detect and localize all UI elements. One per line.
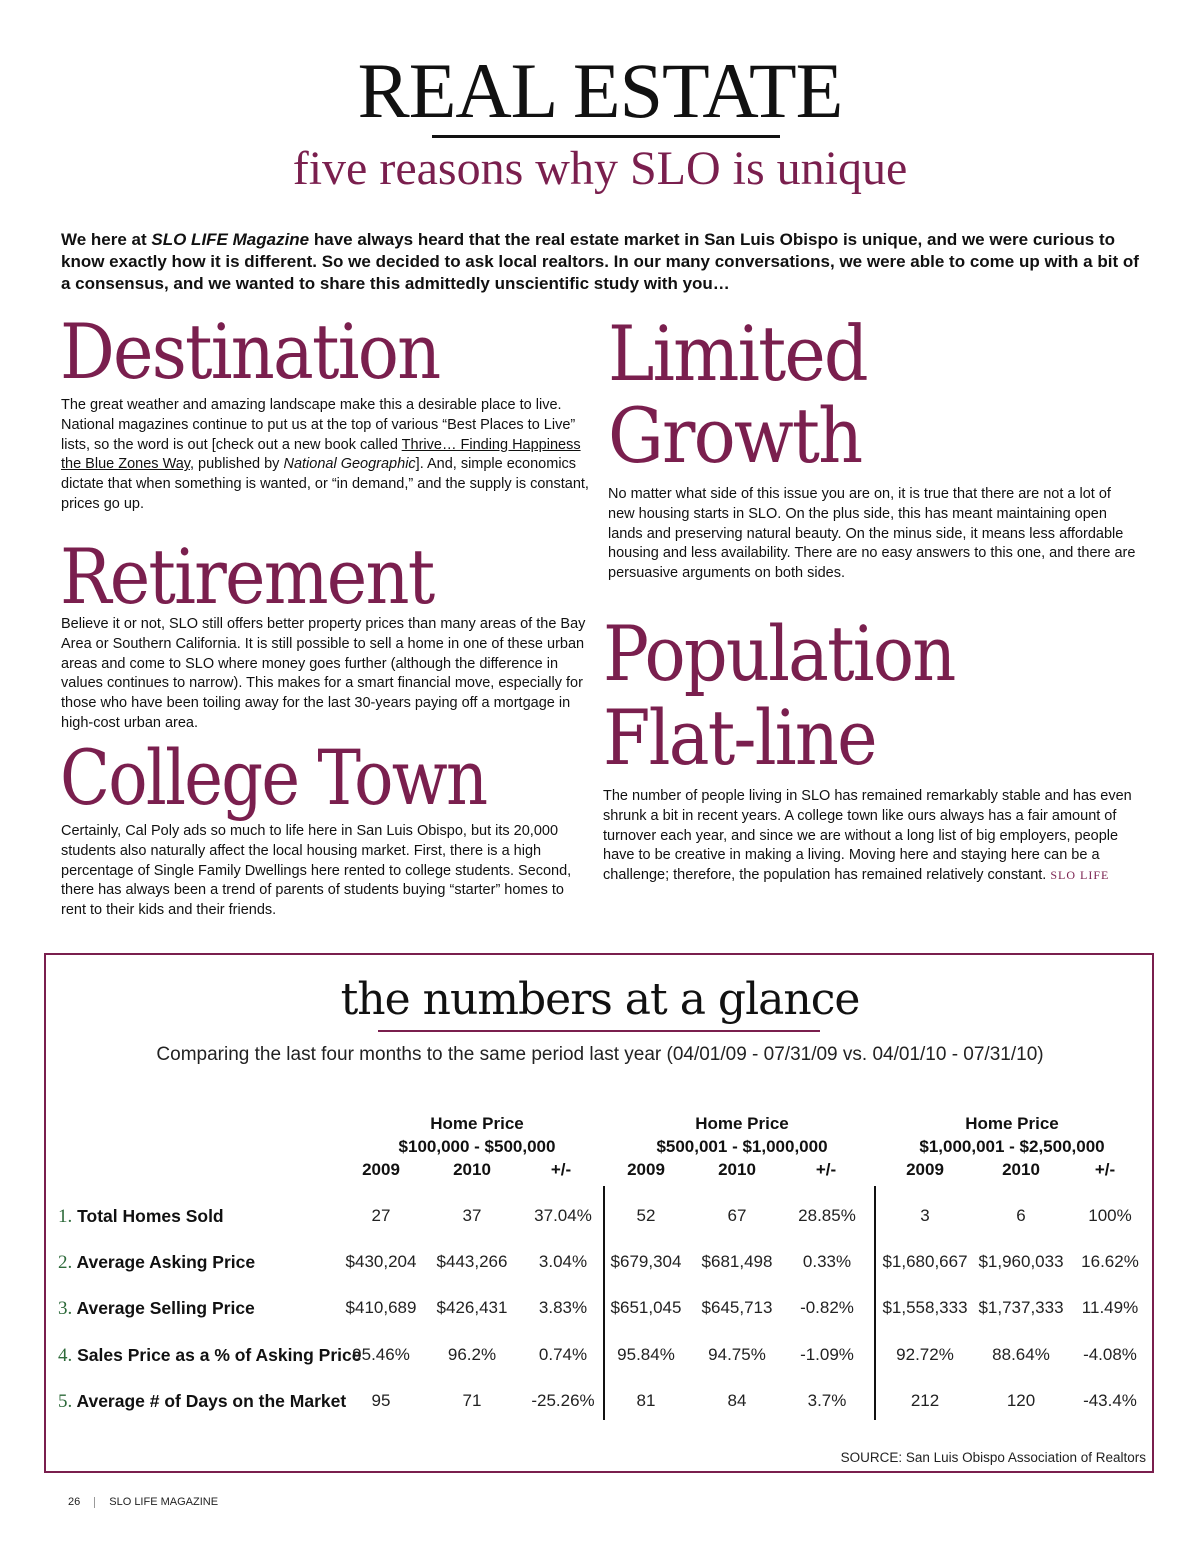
body-population [603, 787, 1133, 886]
table-cell: -4.08% [1083, 1345, 1137, 1364]
heading-population-line2: Flat-line [603, 693, 876, 782]
year-header: 2009 [906, 1160, 944, 1179]
body-destination [61, 396, 591, 515]
table-cell: $1,960,033 [978, 1252, 1064, 1271]
intro-paragraph [61, 229, 1141, 295]
footer-divider [94, 1497, 95, 1508]
group-range: $1,000,001 - $2,500,000 [919, 1137, 1105, 1156]
intro-pre: We here at [61, 230, 152, 249]
row-number: 5. [58, 1391, 73, 1412]
body-college-town: Certainly, Cal Poly ads so much to life here in San Luis Obispo, but its 20,000 students also naturally affect the local housing market. First, there is a high percentage of Single Family Dwellings here rented to college students. Second, there has always been a trend of parents of students buying “starter” homes to rent to their kids and their friends. [61, 823, 572, 919]
table-cell: 67 [727, 1206, 747, 1225]
group-header-low [357, 1112, 597, 1158]
row-label-sales-price-percent [58, 1345, 361, 1367]
row-label-average-asking-price [58, 1252, 255, 1274]
row-label-text: Average Asking Price [76, 1252, 256, 1272]
body-limited-growth: No matter what side of this issue you are on, it is true that there are not a lot of new housing starts in SLO. On the plus side, this has meant maintaining open lands and preserving natural beauty. On the minus side, it means less affordable housing and less availability. There are no easy answers to this one, and there are persuasive arguments on both sides. [608, 486, 1136, 582]
table-cell: 28.85% [798, 1206, 856, 1225]
table-cell: -25.26% [531, 1391, 595, 1410]
body-retirement: Believe it or not, SLO still offers better property prices than many areas of the Bay Area or Southern California. It is still possible to sell a home in one of these urban areas and come to SLO where money goes further (although the difference in values continues to narrow). This makes for a smart financial move, especially for those who have been toiling away for the last 30-years paying off a mortgage in high-cost urban area. [61, 616, 586, 731]
table-cell: 0.74% [538, 1345, 588, 1364]
table-cell: 6 [1016, 1206, 1026, 1225]
table-cell: $430,204 [345, 1252, 417, 1271]
numbers-title: the numbers at a glance [340, 974, 860, 1025]
table-cell: 84 [727, 1391, 747, 1410]
change-header: +/- [1094, 1160, 1116, 1179]
row-number: 1. [58, 1206, 73, 1227]
heading-limited-growth-line2: Growth [608, 391, 862, 480]
numbers-title-rule [378, 1030, 820, 1032]
table-cell: $1,737,333 [978, 1298, 1064, 1317]
page-subtitle: five reasons why SLO is unique [292, 142, 908, 195]
destination-book-title: Thrive… Finding Happiness the Blue Zones Way [61, 436, 581, 473]
table-cell: $651,045 [610, 1298, 682, 1317]
table-cell: 11.49% [1081, 1298, 1139, 1317]
row-label-text: Sales Price as a % of Asking Price [77, 1345, 362, 1365]
table-cell: $410,689 [345, 1298, 417, 1317]
table-cell: 3 [920, 1206, 930, 1225]
destination-publisher: National Geographic [283, 456, 416, 473]
population-text: The number of people living in SLO has remained remarkably stable and has even shrunk a bit in recent years. A college town like ours always has a fair amount of turnover each year, and since we are without a long list of big employers, people have to be creative in making a living. Moving here and staying here can be a challenge; therefore, the population has remained relatively constant. [603, 788, 1132, 884]
change-header: +/- [550, 1160, 572, 1179]
year-header: 2010 [718, 1160, 756, 1179]
year-header: 2009 [362, 1160, 400, 1179]
group-range: $100,000 - $500,000 [398, 1137, 556, 1156]
group-header-high [892, 1112, 1132, 1158]
table-cell: 37.04% [534, 1206, 592, 1225]
table-cell: 27 [371, 1206, 391, 1225]
destination-text-1: The great weather and amazing landscape make this a desirable place to live. National magazines continue to put us at the top of various “Best Places to Live” lists, so the word is out [check out a new book called [61, 397, 576, 453]
row-label-total-homes-sold [58, 1206, 224, 1228]
footer-magazine: SLO LIFE MAGAZINE [109, 1496, 219, 1508]
table-cell: 16.62% [1081, 1252, 1139, 1271]
table-cell: 100% [1088, 1206, 1132, 1225]
group-range: $500,001 - $1,000,000 [656, 1137, 828, 1156]
title-rule [432, 135, 780, 138]
change-header: +/- [815, 1160, 837, 1179]
column-divider [874, 1186, 876, 1420]
row-number: 3. [58, 1298, 73, 1319]
table-cell: 0.33% [802, 1252, 852, 1271]
page-number: 26 [68, 1496, 81, 1508]
numbers-subtitle: Comparing the last four months to the same period last year (04/01/09 - 07/31/09 vs. 04/01/10 - 07/31/10) [156, 1044, 1044, 1065]
table-cell: $679,304 [610, 1252, 682, 1271]
table-cell: $681,498 [701, 1252, 773, 1271]
heading-retirement: Retirement [60, 532, 434, 621]
row-label-text: Total Homes Sold [77, 1206, 224, 1226]
table-cell: $1,558,333 [882, 1298, 968, 1317]
table-cell: 94.75% [708, 1345, 766, 1364]
group-label: Home Price [965, 1114, 1059, 1133]
table-cell: 212 [910, 1391, 940, 1410]
table-cell: 37 [462, 1206, 482, 1225]
row-number: 4. [58, 1345, 73, 1366]
destination-text-2: , published by [189, 456, 284, 473]
year-header: 2010 [453, 1160, 491, 1179]
table-cell: $426,431 [436, 1298, 508, 1317]
table-cell: 95.84% [617, 1345, 675, 1364]
table-cell: $443,266 [436, 1252, 508, 1271]
table-cell: 95 [371, 1391, 391, 1410]
heading-population-line1: Population [603, 609, 955, 698]
row-label-text: Average # of Days on the Market [76, 1391, 347, 1411]
table-cell: $1,680,667 [882, 1252, 968, 1271]
table-cell: 96.2% [447, 1345, 497, 1364]
slo-life-signoff: SLO LIFE [1050, 868, 1110, 883]
year-header: 2009 [627, 1160, 665, 1179]
table-cell: 3.7% [807, 1391, 847, 1410]
destination-text-3: ]. And, simple economics dictate that when something is wanted, or “in demand,” and the supply is constant, prices go up. [61, 456, 589, 512]
group-label: Home Price [430, 1114, 524, 1133]
year-header: 2010 [1002, 1160, 1040, 1179]
intro-magazine-name: SLO LIFE Magazine [151, 230, 310, 249]
source-note: SOURCE: San Luis Obispo Association of Realtors [840, 1450, 1146, 1465]
heading-college-town: College Town [60, 733, 487, 822]
table-cell: 88.64% [992, 1345, 1050, 1364]
table-cell: $645,713 [701, 1298, 773, 1317]
table-cell: -43.4% [1083, 1391, 1137, 1410]
heading-destination: Destination [60, 307, 440, 396]
table-cell: -1.09% [800, 1345, 854, 1364]
row-label-average-selling-price [58, 1298, 255, 1320]
table-cell: 71 [462, 1391, 482, 1410]
row-label-text: Average Selling Price [76, 1298, 255, 1318]
group-header-mid [622, 1112, 862, 1158]
group-label: Home Price [695, 1114, 789, 1133]
table-cell: 3.04% [538, 1252, 588, 1271]
table-cell: 3.83% [538, 1298, 588, 1317]
heading-limited-growth-line1: Limited [608, 309, 867, 398]
row-label-days-on-market [58, 1391, 346, 1413]
table-cell: 52 [636, 1206, 656, 1225]
table-cell: 120 [1006, 1391, 1036, 1410]
page-title: REAL ESTATE [357, 47, 843, 134]
page-footer [68, 1496, 218, 1508]
table-cell: 95.46% [352, 1345, 410, 1364]
table-cell: 81 [636, 1391, 656, 1410]
row-number: 2. [58, 1252, 73, 1273]
intro-post: have always heard that the real estate market in San Luis Obispo is unique, and we were curious to know exactly how it is different. So we decided to ask local realtors. In our many conversations, we were able to come up with a bit of a consensus, and we wanted to share this admittedly unscientific study with you… [61, 230, 1139, 293]
table-cell: -0.82% [800, 1298, 854, 1317]
table-cell: 92.72% [896, 1345, 954, 1364]
